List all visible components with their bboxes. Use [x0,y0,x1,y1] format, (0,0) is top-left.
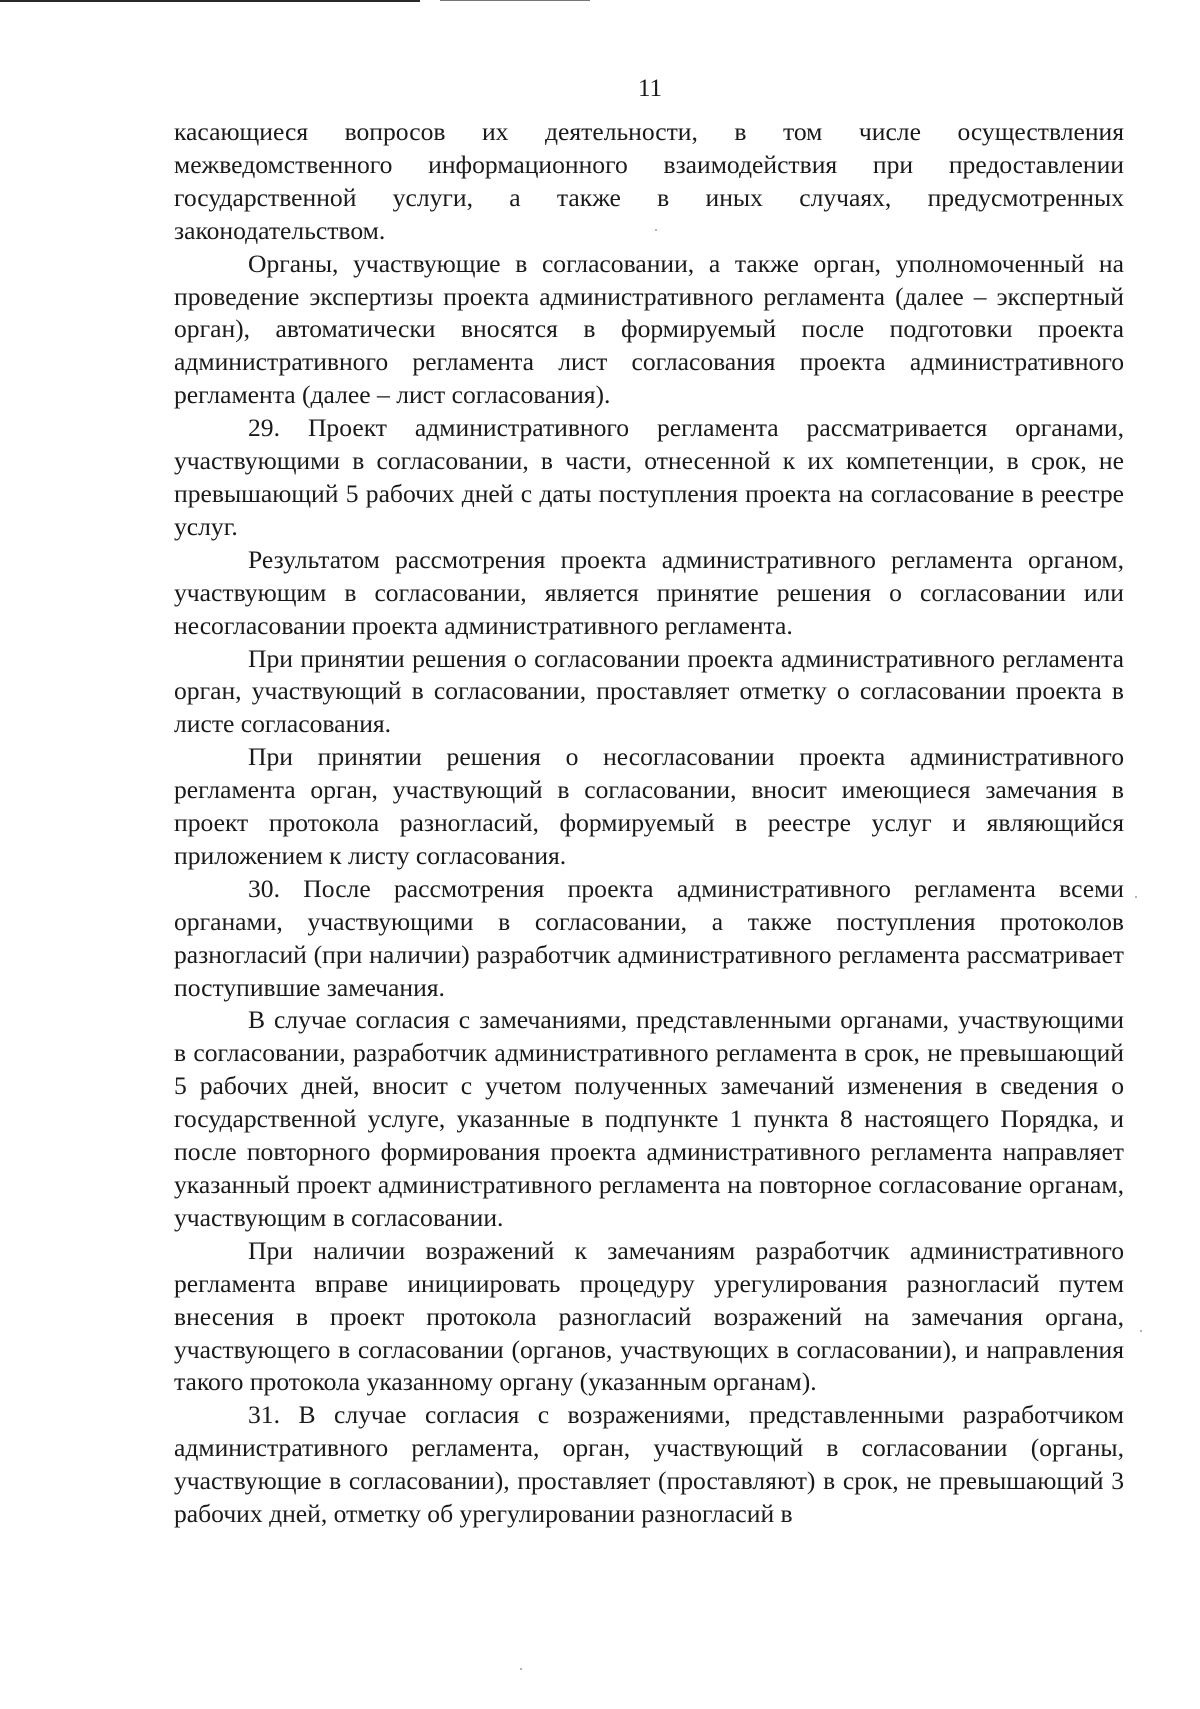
scan-speck [520,1668,522,1670]
page-number: 11 [637,75,663,102]
scan-speck [1140,1330,1142,1332]
paragraph: При принятии решения о несогласовании проекта административного регламента орган, участвующий в согласовании, вносит имеющиеся замечания в проект протокола разногласий, формируемый в реестре услуг и являющийся приложением к листу согласования. [174,742,1124,870]
scan-edge-line [0,0,420,2]
scan-speck [655,229,657,231]
scan-speck [1135,896,1137,898]
paragraph: Органы, участвующие в согласовании, а также орган, уполномоченный на проведение экспертизы проекта административного регламента (далее – экспертный орган), автоматически вносятся в формируемый после подготовки проекта административного регламента лист согласования проекта административного регламента (далее – лист согласования). [174,248,1124,410]
paragraph: 30. После рассмотрения проекта административного регламента всеми органами, участвующими в согласовании, а также поступления протоколов разногласий (при наличии) разработчик административного регламента рассматривает поступившие замечания. [174,873,1124,1002]
paragraph: При наличии возражений к замечаниям разработчик административного регламента вправе инициировать процедуру урегулирования разногласий путем внесения в проект протокола разногласий возражений на замечания органа, участвующего в согласовании (органов, участвующих в согласовании), и направления такого протокола указанному органу (указанным органам). [174,1235,1124,1397]
paragraph: 29. Проект административного регламента рассматривается органами, участвующими в согласовании, в части, отнесенной к их компетенции, в срок, не превышающий 5 рабочих дней с даты поступления проекта на согласование в реестре услуг. [174,413,1124,541]
paragraph: 31. В случае согласия с возражениями, представленными разработчиком административного регламента, орган, участвующий в согласовании (органы, участвующие в согласовании), проставляет (проставляют) в срок, не превышающий 3 рабочих дней, отметку об урегулировании разногласий в [174,1400,1124,1529]
paragraph: касающиеся вопросов их деятельности, в том числе осуществления межведомственного информационного взаимодействия при предоставлении государственной услуги, а также в иных случаях, предусмотренных законодательством. [174,117,1124,245]
document-body [174,116,1124,1531]
paragraph: При принятии решения о согласовании проекта административного регламента орган, участвующий в согласовании, проставляет отметку о согласовании проекта в листе согласования. [174,643,1124,739]
paragraph: Результатом рассмотрения проекта административного регламента органом, участвующим в согласовании, является принятие решения о согласовании или несогласовании проекта административного регламента. [174,544,1124,640]
paragraph: В случае согласия с замечаниями, представленными органами, участвующими в согласовании, разработчик административного регламента в срок, не превышающий 5 рабочих дней, вносит с учетом полученных замечаний изменения в сведения о государственной услуге, указанные в подпункте 1 пункта 8 настоящего Порядка, и после повторного формирования проекта административного регламента направляет указанный проект административного регламента на повторное согласование органам, участвующим в согласовании. [174,1005,1124,1232]
scan-edge-line [440,0,590,1]
